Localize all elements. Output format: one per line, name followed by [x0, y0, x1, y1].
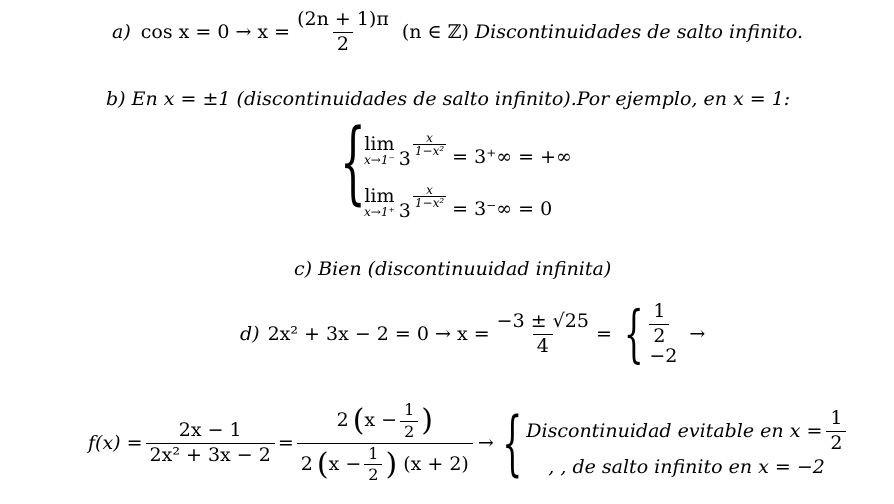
a-lhs: cos x = 0 → x = — [140, 21, 291, 44]
d-equals: = — [595, 323, 612, 346]
d-lhs: 2x² + 3x − 2 = 0 → x = — [267, 323, 490, 346]
f-fraction-2 — [297, 402, 473, 484]
a-fraction — [293, 10, 393, 55]
left-brace: { — [340, 110, 366, 215]
label-c: c) — [294, 258, 313, 280]
a-condition: (n ∈ ℤ) — [401, 21, 469, 44]
rhs-left: = 3⁺∞ = +∞ — [452, 145, 572, 168]
f-arrow: → — [477, 432, 494, 455]
d-solutions — [649, 302, 677, 367]
d-frac-num: −3 ± √25 — [496, 309, 589, 332]
f-frac1-num: 2x − 1 — [178, 418, 242, 441]
c-text: Bien (discontinuuidad infinita) — [318, 258, 612, 280]
f-case2: , , de salto infinito en x = −2 — [548, 455, 825, 478]
label-b: b) — [106, 88, 126, 110]
d-fraction — [493, 309, 593, 357]
f-frac2-num: 2 ( x − $\frac{1}{2}$ ) — [336, 400, 433, 441]
line-c — [294, 258, 611, 280]
line-f — [88, 402, 849, 484]
b-text: En x = ±1 (discontinuidades de salto infinito).Por ejemplo, en x = 1: — [131, 88, 791, 110]
lim-left: lim x→1⁻ — [364, 133, 395, 167]
f-fraction-1 — [146, 418, 275, 466]
a-frac-num: (2n + 1)π — [297, 8, 389, 30]
line-b — [106, 88, 790, 110]
a-frac-den: 2 — [333, 32, 353, 55]
label-a: a) — [112, 21, 131, 44]
f-brace: { — [502, 402, 523, 485]
line-a — [112, 10, 803, 55]
rhs-right: = 3⁻∞ = 0 — [452, 197, 553, 220]
d-frac-den: 4 — [533, 334, 553, 357]
f-frac1-den: 2x² + 3x − 2 — [146, 443, 275, 466]
a-text: Discontinuidades de salto infinito. — [474, 21, 804, 44]
lim-right: lim x→1⁺ — [364, 185, 395, 219]
d-sol2: −2 — [649, 344, 678, 367]
label-d: d) — [240, 323, 260, 346]
f-lhs: f(x) = — [88, 432, 143, 455]
f-cases — [526, 406, 849, 478]
limit-right — [364, 184, 552, 221]
power-left: 3 x 1−x² — [398, 131, 445, 170]
f-case1: Discontinuidad evitable en x = $\frac{1}{2}$ — [526, 409, 849, 454]
d-brace: { — [623, 297, 644, 371]
d-sol1: $\frac{1}{2}$ — [649, 302, 669, 347]
limit-left — [364, 132, 572, 169]
f-frac2-den: 2 ( x − $\frac{1}{2}$ ) (x + 2) — [297, 443, 473, 485]
d-arrow: → — [689, 323, 706, 346]
line-d — [240, 297, 706, 371]
power-right: 3 x 1−x² — [398, 183, 445, 222]
f-equals: = — [277, 432, 294, 455]
